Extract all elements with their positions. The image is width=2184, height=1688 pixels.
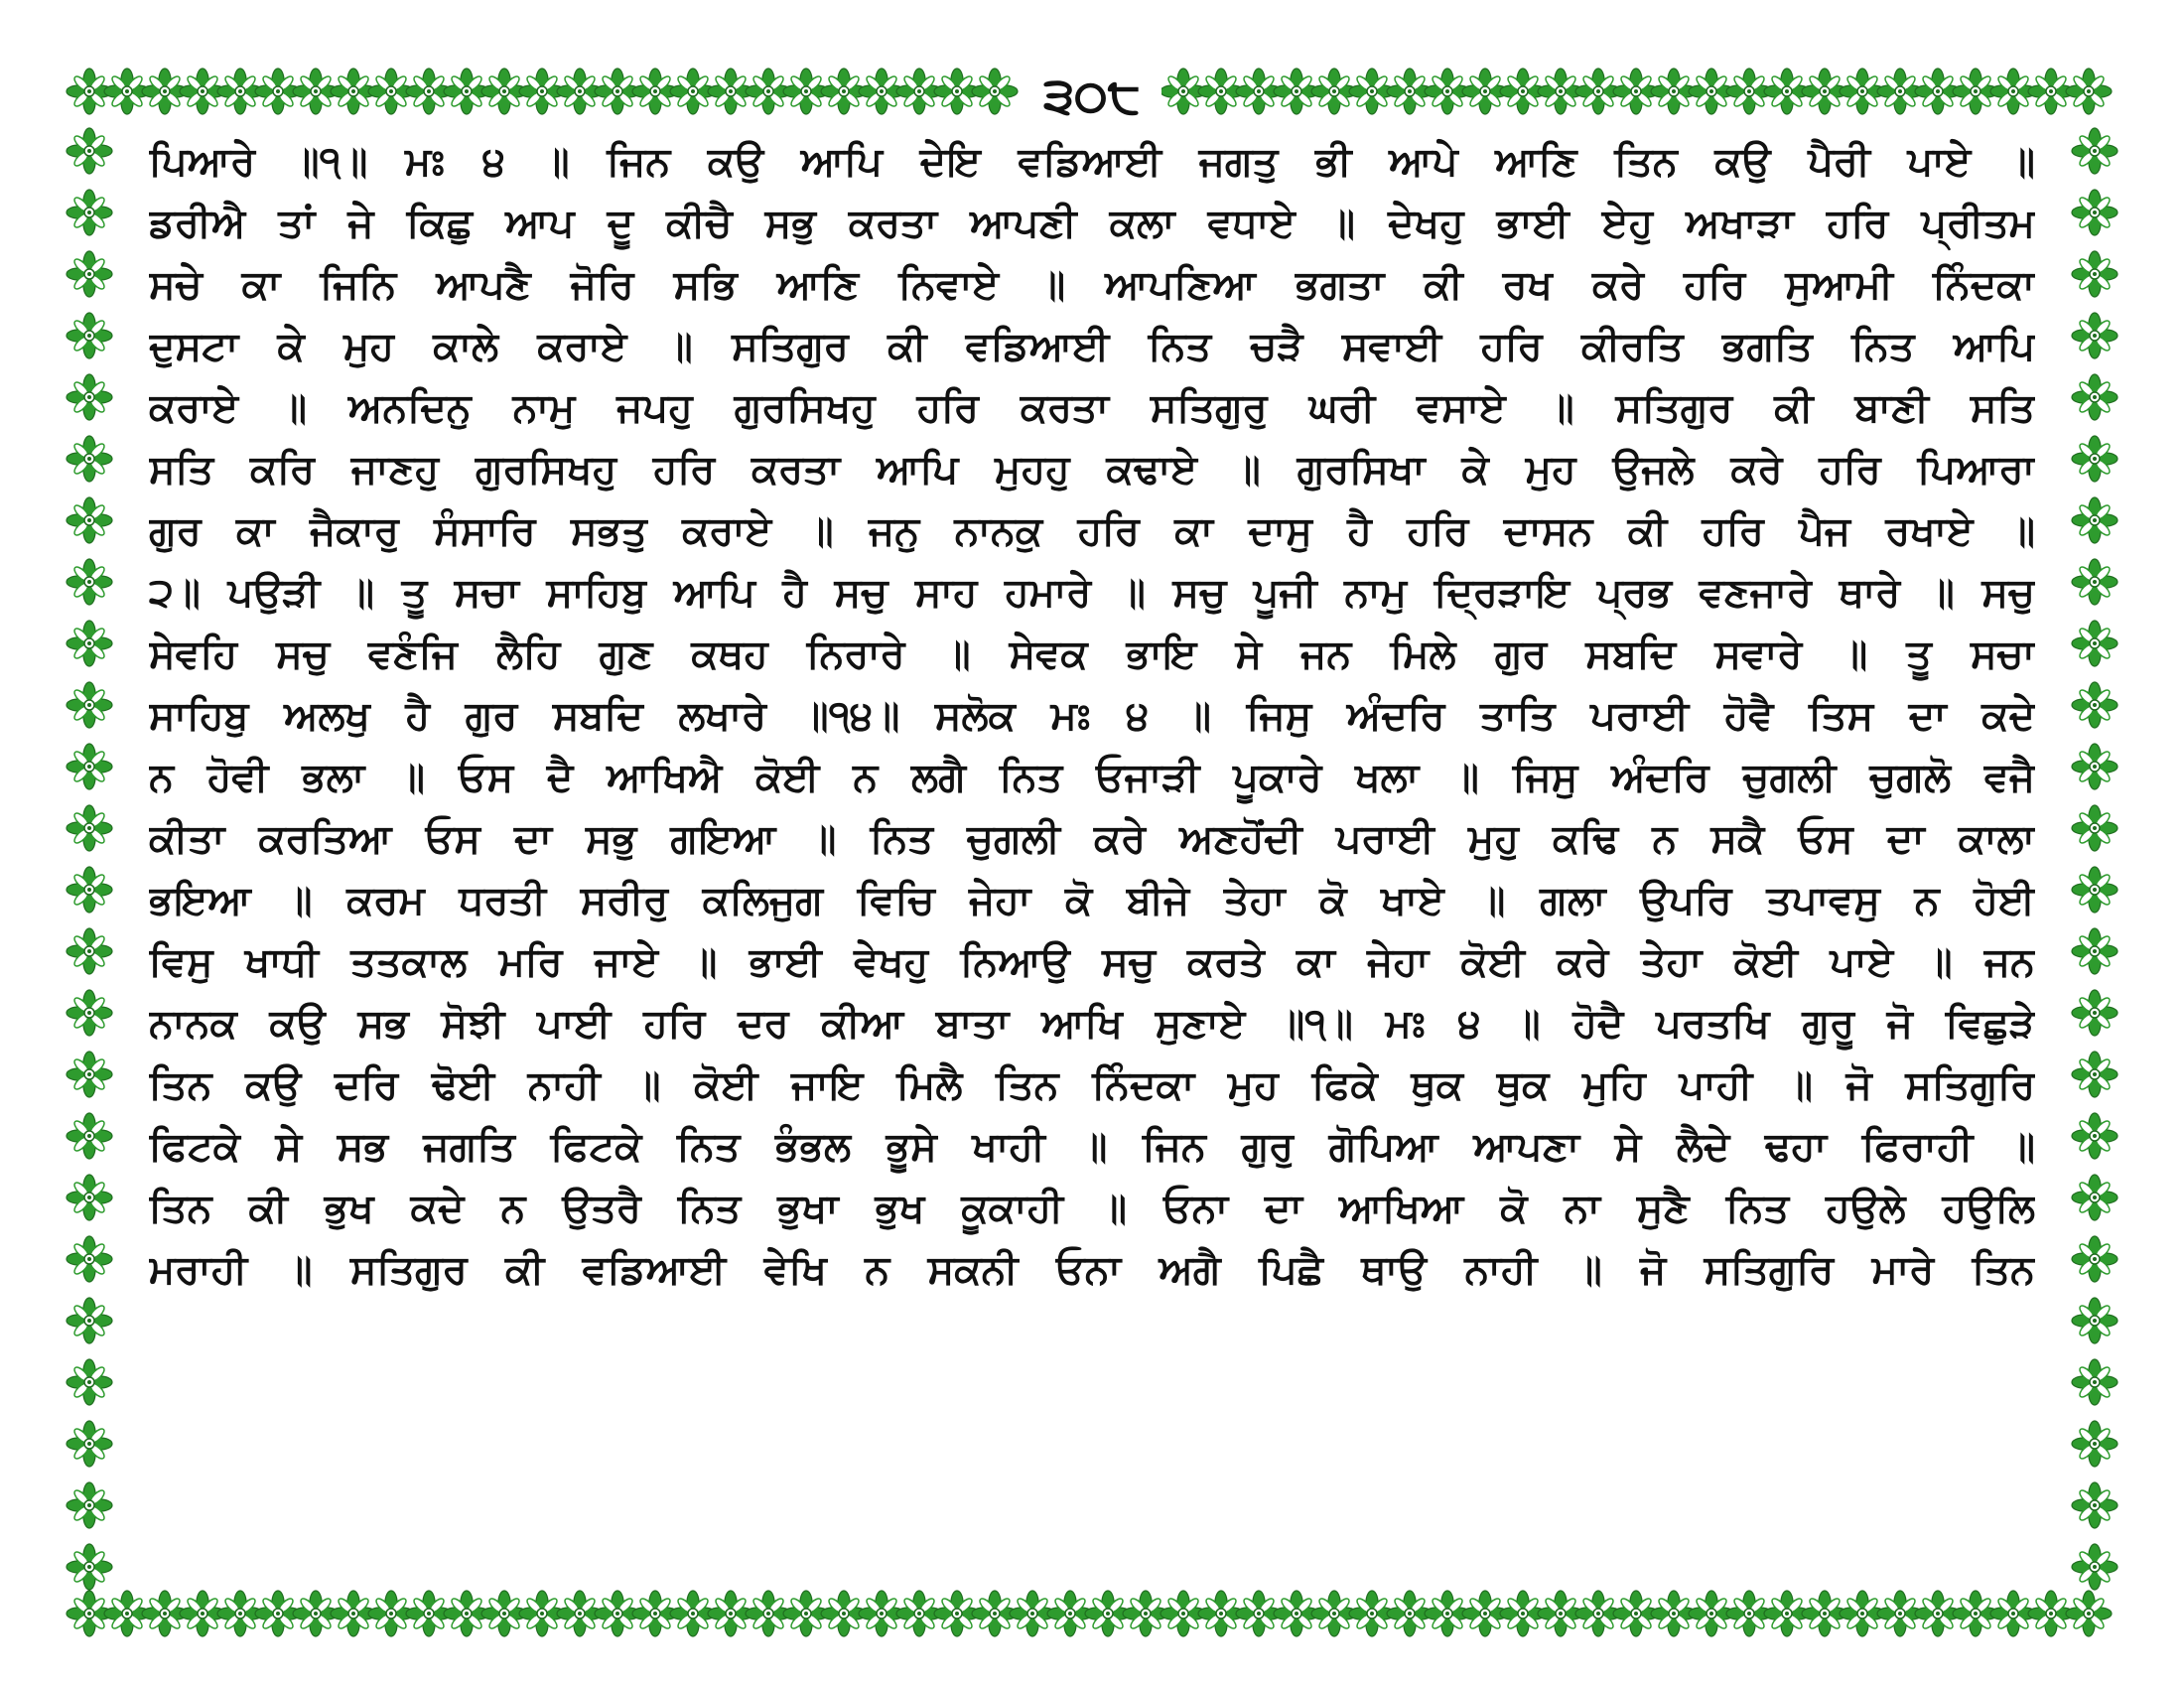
flower-ornament [2072, 374, 2117, 420]
flower-ornament [972, 69, 1018, 114]
flower-ornament [67, 1236, 112, 1282]
verse-line: ਨ ਹੋਵੀ ਭਲਾ ॥ ਓਸ ਦੈ ਆਖਿਐ ਕੋਈ ਨ ਲਗੈ ਨਿਤ ਓਜਾੜੀ ਪੂਕਾਰੇ ਖਲਾ ॥ ਜਿਸੁ ਅੰਦਰਿ ਚੁਗਲੀ ਚੁਗਲੋ ਵਜੈ [149, 755, 2035, 800]
flower-ornament [67, 1298, 112, 1343]
flower-ornament [67, 559, 112, 605]
verse-line: ਡਰੀਐ ਤਾਂ ਜੇ ਕਿਛੁ ਆਪ ਦੂ ਕੀਚੈ ਸਭੁ ਕਰਤਾ ਆਪਣੀ ਕਲਾ ਵਧਾਏ ॥ ਦੇਖਹੁ ਭਾਈ ਏਹੁ ਅਖਾੜਾ ਹਰਿ ਪ੍ਰੀਤਮ [149, 201, 2035, 246]
flower-ornament [2072, 1421, 2117, 1467]
flower-ornament [67, 128, 112, 174]
flower-ornament [2072, 1359, 2117, 1405]
flower-ornament [2066, 1591, 2112, 1636]
flower-ornament [67, 1359, 112, 1405]
page-number: ੩੦੮ [1023, 60, 1161, 131]
flower-ornament [67, 928, 112, 974]
flower-ornament [67, 313, 112, 358]
verse-line: ਗੁਰ ਕਾ ਜੈਕਾਰੁ ਸੰਸਾਰਿ ਸਭਤੁ ਕਰਾਏ ॥ ਜਨੁ ਨਾਨਕੁ ਹਰਿ ਕਾ ਦਾਸੁ ਹੈ ਹਰਿ ਦਾਸਨ ਕੀ ਹਰਿ ਪੈਜ ਰਖਾਏ ॥ [149, 508, 2035, 554]
flower-ornament [67, 436, 112, 482]
flower-ornament [67, 251, 112, 297]
flower-ornament [67, 1482, 112, 1528]
verse-line: ਮਰਾਹੀ ॥ ਸਤਿਗੁਰ ਕੀ ਵਡਿਆਈ ਵੇਖਿ ਨ ਸਕਨੀ ਓਨਾ ਅਗੈ ਪਿਛੈ ਥਾਉ ਨਾਹੀ ॥ ਜੋ ਸਤਿਗੁਰਿ ਮਾਰੇ ਤਿਨ [149, 1247, 2035, 1293]
flower-ornament [67, 1175, 112, 1220]
verse-line: ਕਰਾਏ ॥ ਅਨਦਿਨੁ ਨਾਮੁ ਜਪਹੁ ਗੁਰਸਿਖਹੁ ਹਰਿ ਕਰਤਾ ਸਤਿਗੁਰੁ ਘਰੀ ਵਸਾਏ ॥ ਸਤਿਗੁਰ ਕੀ ਬਾਣੀ ਸਤਿ [149, 385, 2035, 431]
flower-ornament [2072, 1175, 2117, 1220]
flower-ornament [67, 1052, 112, 1097]
verse-line: ਸਤਿ ਕਰਿ ਜਾਣਹੁ ਗੁਰਸਿਖਹੁ ਹਰਿ ਕਰਤਾ ਆਪਿ ਮੁਹਹੁ ਕਢਾਏ ॥ ਗੁਰਸਿਖਾ ਕੇ ਮੁਹ ਉਜਲੇ ਕਰੇ ਹਰਿ ਪਿਆਰਾ [149, 447, 2035, 492]
flower-ornament [2072, 313, 2117, 358]
flower-ornament [2072, 190, 2117, 235]
flower-ornament [67, 744, 112, 789]
flower-ornament [2072, 805, 2117, 851]
flower-ornament [2072, 1298, 2117, 1343]
flower-ornament [2072, 1236, 2117, 1282]
flower-ornament [67, 621, 112, 666]
flower-ornament [2072, 497, 2117, 543]
verse-line: ਕੀਤਾ ਕਰਤਿਆ ਓਸ ਦਾ ਸਭੁ ਗਇਆ ॥ ਨਿਤ ਚੁਗਲੀ ਕਰੇ ਅਣਹੋਂਦੀ ਪਰਾਈ ਮੁਹੁ ਕਢਿ ਨ ਸਕੈ ਓਸ ਦਾ ਕਾਲਾ [149, 816, 2035, 862]
verse-line: ਸਾਹਿਬੁ ਅਲਖੁ ਹੈ ਗੁਰ ਸਬਦਿ ਲਖਾਰੇ ॥੧੪॥ ਸਲੋਕ ਮਃ ੪ ॥ ਜਿਸੁ ਅੰਦਰਿ ਤਾਤਿ ਪਰਾਈ ਹੋਵੈ ਤਿਸ ਦਾ ਕਦੇ [149, 693, 2035, 739]
flower-ornament [67, 1421, 112, 1467]
verse-text-block [149, 131, 2035, 1301]
flower-ornament [2072, 1544, 2117, 1590]
flower-ornament [67, 990, 112, 1036]
flower-ornament [67, 682, 112, 728]
flower-ornament [67, 190, 112, 235]
flower-ornament [67, 867, 112, 913]
verse-line: ਵਿਸੁ ਖਾਧੀ ਤਤਕਾਲ ਮਰਿ ਜਾਏ ॥ ਭਾਈ ਵੇਖਹੁ ਨਿਆਉ ਸਚੁ ਕਰਤੇ ਕਾ ਜੇਹਾ ਕੋਈ ਕਰੇ ਤੇਹਾ ਕੋਈ ਪਾਏ ॥ ਜਨ [149, 939, 2035, 985]
flower-ornament [67, 1544, 112, 1590]
flower-ornament [67, 497, 112, 543]
flower-ornament [2066, 69, 2112, 114]
verse-line: ੨॥ ਪਉੜੀ ॥ ਤੂ ਸਚਾ ਸਾਹਿਬੁ ਆਪਿ ਹੈ ਸਚੁ ਸਾਹ ਹਮਾਰੇ ॥ ਸਚੁ ਪੂਜੀ ਨਾਮੁ ਦ੍ਰਿੜਾਇ ਪ੍ਰਭ ਵਣਜਾਰੇ ਥਾਰੇ ॥ ਸਚੁ [149, 570, 2035, 616]
verse-line: ਨਾਨਕ ਕਉ ਸਭ ਸੋਝੀ ਪਾਈ ਹਰਿ ਦਰ ਕੀਆ ਬਾਤਾ ਆਖਿ ਸੁਣਾਏ ॥੧॥ ਮਃ ੪ ॥ ਹੋਦੈ ਪਰਤਖਿ ਗੁਰੂ ਜੋ ਵਿਛੁੜੇ [149, 1001, 2035, 1047]
flower-ornament [2072, 128, 2117, 174]
verse-line: ਸਚੇ ਕਾ ਜਿਨਿ ਆਪਣੈ ਜੋਰਿ ਸਭਿ ਆਣਿ ਨਿਵਾਏ ॥ ਆਪਣਿਆ ਭਗਤਾ ਕੀ ਰਖ ਕਰੇ ਹਰਿ ਸੁਆਮੀ ਨਿੰਦਕਾ [149, 262, 2035, 308]
flower-ornament [67, 374, 112, 420]
verse-line: ਭਇਆ ॥ ਕਰਮ ਧਰਤੀ ਸਰੀਰੁ ਕਲਿਜੁਗ ਵਿਚਿ ਜੇਹਾ ਕੋ ਬੀਜੇ ਤੇਹਾ ਕੋ ਖਾਏ ॥ ਗਲਾ ਉਪਰਿ ਤਪਾਵਸੁ ਨ ਹੋਈ [149, 878, 2035, 923]
verse-line: ਦੁਸਟਾ ਕੇ ਮੁਹ ਕਾਲੇ ਕਰਾਏ ॥ ਸਤਿਗੁਰ ਕੀ ਵਡਿਆਈ ਨਿਤ ਚੜੈ ਸਵਾਈ ਹਰਿ ਕੀਰਤਿ ਭਗਤਿ ਨਿਤ ਆਪਿ [149, 324, 2035, 369]
flower-ornament [2072, 251, 2117, 297]
flower-ornament [2072, 928, 2117, 974]
verse-line: ਪਿਆਰੇ ॥੧॥ ਮਃ ੪ ॥ ਜਿਨ ਕਉ ਆਪਿ ਦੇਇ ਵਡਿਆਈ ਜਗਤੁ ਭੀ ਆਪੇ ਆਣਿ ਤਿਨ ਕਉ ਪੈਰੀ ਪਾਏ ॥ [149, 139, 2035, 185]
flower-ornament [2072, 867, 2117, 913]
flower-ornament [2072, 559, 2117, 605]
flower-ornament [2072, 1113, 2117, 1159]
flower-ornament [2072, 990, 2117, 1036]
flower-ornament [2072, 682, 2117, 728]
flower-ornament [2072, 1052, 2117, 1097]
verse-line: ਤਿਨ ਕੀ ਭੁਖ ਕਦੇ ਨ ਉਤਰੈ ਨਿਤ ਭੁਖਾ ਭੁਖ ਕੂਕਾਹੀ ॥ ਓਨਾ ਦਾ ਆਖਿਆ ਕੋ ਨਾ ਸੁਣੈ ਨਿਤ ਹਉਲੇ ਹਉਲਿ [149, 1186, 2035, 1231]
verse-line: ਸੇਵਹਿ ਸਚੁ ਵਣੰਜਿ ਲੈਹਿ ਗੁਣ ਕਥਹ ਨਿਰਾਰੇ ॥ ਸੇਵਕ ਭਾਇ ਸੇ ਜਨ ਮਿਲੇ ਗੁਰ ਸਬਦਿ ਸਵਾਰੇ ॥ ਤੂ ਸਚਾ [149, 632, 2035, 677]
verse-line: ਫਿਟਕੇ ਸੇ ਸਭ ਜਗਤਿ ਫਿਟਕੇ ਨਿਤ ਭੰਭਲ ਭੂਸੇ ਖਾਹੀ ॥ ਜਿਨ ਗੁਰੁ ਗੋਪਿਆ ਆਪਣਾ ਸੇ ਲੈਦੇ ਢਹਾ ਫਿਰਾਹੀ ॥ [149, 1124, 2035, 1170]
flower-ornament [2072, 1482, 2117, 1528]
verse-line: ਤਿਨ ਕਉ ਦਰਿ ਢੋਈ ਨਾਹੀ ॥ ਕੋਈ ਜਾਇ ਮਿਲੈ ਤਿਨ ਨਿੰਦਕਾ ਮੁਹ ਫਿਕੇ ਥੁਕ ਥੁਕ ਮੁਹਿ ਪਾਹੀ ॥ ਜੋ ਸਤਿਗੁਰਿ [149, 1062, 2035, 1108]
flower-ornament [2072, 436, 2117, 482]
flower-ornament [2072, 744, 2117, 789]
flower-ornament [2072, 621, 2117, 666]
flower-ornament [67, 805, 112, 851]
flower-ornament [67, 1113, 112, 1159]
